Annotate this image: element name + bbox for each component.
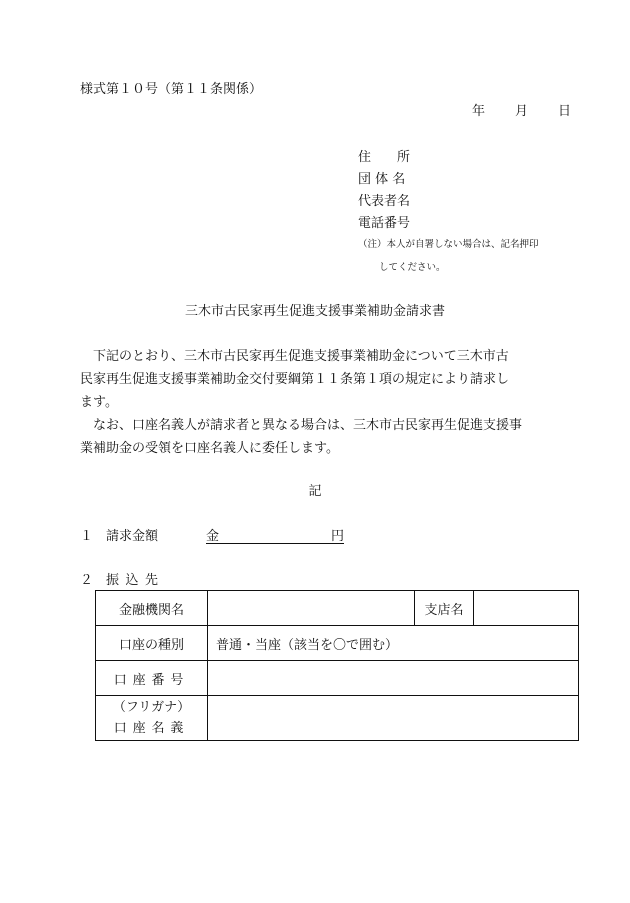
amount-prefix: 金 [206, 529, 220, 544]
account-holder-label: 口座名義 [113, 721, 190, 736]
institution-field[interactable] [208, 591, 415, 626]
transfer-destination-label: 振込先 [106, 573, 165, 588]
amount-suffix: 円 [330, 529, 344, 544]
bank-account-table [95, 590, 579, 741]
signature-note-line2: してください。 [379, 262, 446, 273]
table-row [96, 696, 579, 741]
account-type-label: 口座の種別 [96, 626, 208, 661]
date-day: 日 [558, 104, 572, 119]
organization-label: 団 体 名 [358, 172, 406, 187]
item2-number: ２ [80, 573, 94, 588]
account-holder-field[interactable] [208, 696, 579, 741]
form-number: 様式第１０号（第１１条関係） [80, 82, 263, 97]
table-row [96, 626, 579, 661]
branch-field[interactable] [474, 591, 579, 626]
phone-label: 電話番号 [358, 216, 411, 231]
body-paragraph2-line2: 業補助金の受領を口座名義人に委任します。 [80, 441, 339, 456]
account-number-label: 口座番号 [96, 661, 208, 696]
signature-note-line1: （注）本人が自署しない場合は、記名押印 [358, 239, 539, 250]
claim-amount-field[interactable] [206, 525, 344, 544]
account-type-field[interactable]: 普通・当座（該当を〇で囲む） [208, 626, 579, 661]
table-row [96, 591, 579, 626]
furigana-label: （フリガナ） [112, 700, 191, 715]
date-year: 年 [472, 104, 486, 119]
body-paragraph1-line3: ます。 [80, 395, 118, 410]
document-title: 三木市古民家再生促進支援事業補助金請求書 [184, 304, 445, 319]
claim-amount-label: 請求金額 [106, 529, 159, 544]
date-month: 月 [515, 104, 529, 119]
branch-label: 支店名 [415, 591, 474, 626]
address-label: 住 所 [358, 150, 411, 165]
body-paragraph2-line1: なお、口座名義人が請求者と異なる場合は、三木市古民家再生促進支援事 [93, 418, 523, 433]
ki-heading: 記 [308, 484, 322, 499]
institution-label: 金融機関名 [96, 591, 208, 626]
representative-label: 代表者名 [358, 194, 411, 209]
body-paragraph1-line2: 民家再生促進支援事業補助金交付要綱第１１条第１項の規定により請求し [80, 372, 510, 387]
account-number-field[interactable] [208, 661, 579, 696]
account-holder-label-cell [96, 696, 208, 741]
item1-number: １ [80, 529, 94, 544]
body-paragraph1-line1: 下記のとおり、三木市古民家再生促進支援事業補助金について三木市古 [93, 349, 509, 364]
table-row [96, 661, 579, 696]
